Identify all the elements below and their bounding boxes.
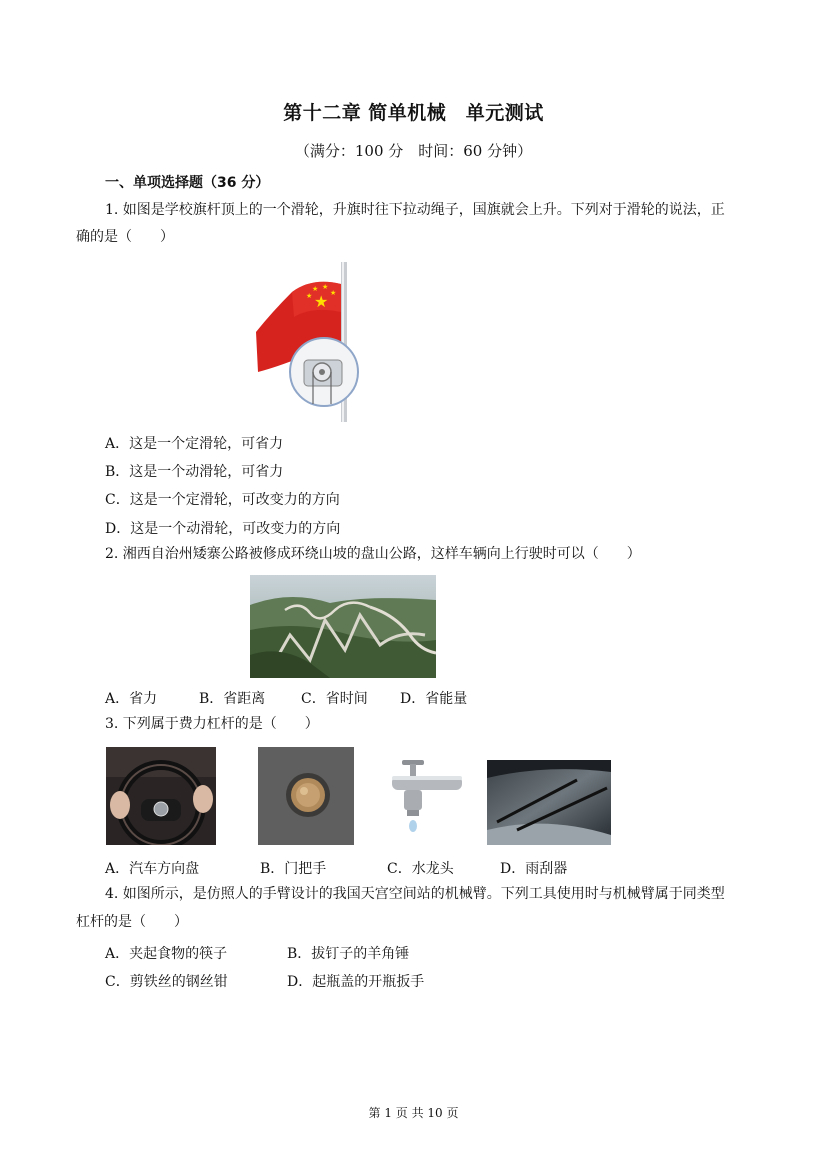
q1-option-d: D．这是一个动滑轮，可改变力的方向 [105, 521, 341, 537]
q3-option-b: B．门把手 [260, 861, 327, 877]
q4-option-b: B．拔钉子的羊角锤 [287, 946, 410, 962]
svg-text:★: ★ [330, 289, 337, 297]
page-title: 第十二章 简单机械 单元测试 [283, 102, 544, 124]
q2-option-c: C．省时间 [301, 691, 368, 707]
q3-option-d: D．雨刮器 [500, 861, 568, 877]
flag-pulley-image [252, 262, 362, 422]
q2-option-a: A．省力 [105, 691, 158, 707]
q3-option-a: A．汽车方向盘 [105, 861, 200, 877]
q2-option-d: D．省能量 [400, 691, 468, 707]
section-heading: 一、单项选择题（36 分） [105, 175, 270, 191]
exam-info: （满分：100 分 时间：60 分钟） [294, 142, 533, 160]
q1-option-c: C．这是一个定滑轮，可改变力的方向 [105, 492, 340, 508]
question-3-line1: 3. 下列属于费力杠杆的是（ ） [105, 716, 319, 732]
question-4-line2: 杠杆的是（ ） [76, 914, 188, 930]
svg-text:★: ★ [306, 292, 313, 300]
windshield-wiper-image [487, 760, 611, 845]
q4-option-a: A．夹起食物的筷子 [105, 946, 228, 962]
q3-option-c: C．水龙头 [387, 861, 454, 877]
question-1-line2: 确的是（ ） [76, 229, 174, 245]
svg-text:★: ★ [314, 292, 329, 311]
door-knob-image [258, 747, 354, 845]
mountain-road-image [250, 575, 436, 678]
q1-option-b: B．这是一个动滑轮，可省力 [105, 464, 284, 480]
question-2-line1: 2. 湘西自治州矮寨公路被修成环绕山坡的盘山公路，这样车辆向上行驶时可以（ ） [105, 546, 641, 562]
q4-option-c: C．剪铁丝的钢丝钳 [105, 974, 228, 990]
q1-option-a: A．这是一个定滑轮，可省力 [105, 436, 284, 452]
question-4-line1: 4. 如图所示，是仿照人的手臂设计的我国天宫空间站的机械臂。下列工具使用时与机械臂属于同类型 [105, 886, 725, 902]
q4-option-d: D．起瓶盖的开瓶扳手 [287, 974, 425, 990]
svg-text:★: ★ [312, 285, 319, 293]
question-1-line1: 1. 如图是学校旗杆顶上的一个滑轮，升旗时往下拉动绳子，国旗就会上升。下列对于滑轮的说法，正 [105, 202, 725, 218]
water-faucet-image [388, 752, 464, 842]
steering-wheel-image [106, 747, 216, 845]
page-footer: 第 1 页 共 10 页 [368, 1106, 459, 1120]
q2-option-b: B．省距离 [199, 691, 266, 707]
svg-text:★: ★ [322, 283, 329, 291]
